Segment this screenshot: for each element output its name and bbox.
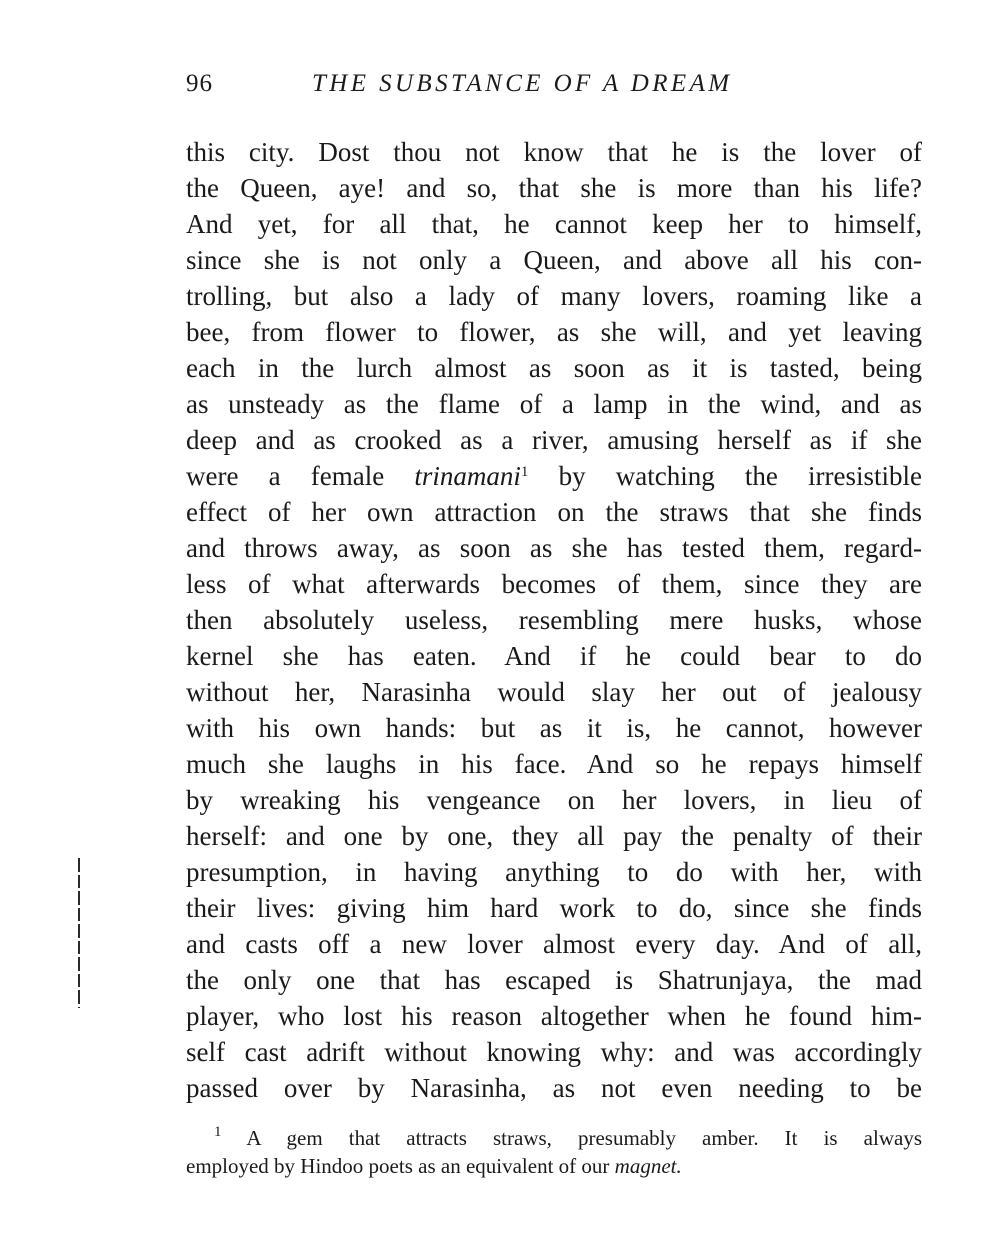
text-line: the only one that has escaped is Shatrunjaya, the mad [186, 965, 922, 995]
text-line: and throws away, as soon as she has tested them, regard- [186, 533, 922, 563]
text-line: since she is not only a Queen, and above all his con- [186, 245, 922, 275]
running-title: THE SUBSTANCE OF A DREAM [312, 70, 733, 97]
text-line: much she laughs in his face. And so he repays himself [186, 749, 922, 779]
text-line: and casts off a new lover almost every day. And of all, [186, 929, 922, 959]
text-segment: were a female [186, 461, 385, 491]
text-line: then absolutely useless, resembling mere husks, whose [186, 605, 922, 635]
text-line: without her, Narasinha would slay her out of jealousy [186, 677, 922, 707]
running-header [186, 70, 922, 106]
text-segment: by watching the irresistible [558, 461, 922, 491]
text-line: player, who lost his reason altogether when he found him- [186, 1001, 922, 1031]
text-line: self cast adrift without knowing why: and was accordingly [186, 1037, 922, 1067]
text-line: And yet, for all that, he cannot keep her to himself, [186, 209, 922, 239]
footnote-mark: 1 [214, 1124, 222, 1140]
text-line: trolling, but also a lady of many lovers, roaming like a [186, 281, 922, 311]
text-line: presumption, in having anything to do with her, with [186, 857, 922, 887]
text-line: the Queen, aye! and so, that she is more than his life? [186, 173, 922, 203]
text-line: by wreaking his vengeance on her lovers, in lieu of [186, 785, 922, 815]
footnote [186, 1124, 922, 1180]
text-line: herself: and one by one, they all pay the penalty of their [186, 821, 922, 851]
text-line: deep and as crooked as a river, amusing herself as if she [186, 425, 922, 455]
page-number: 96 [186, 70, 213, 97]
footnote-line [186, 1152, 922, 1180]
text-line: less of what afterwards becomes of them, since they are [186, 569, 922, 599]
text-line: each in the lurch almost as soon as it is tasted, being [186, 353, 922, 383]
text-line: bee, from flower to flower, as she will, and yet leaving [186, 317, 922, 347]
text-line: effect of her own attraction on the straws that she finds [186, 497, 922, 527]
text-line: passed over by Narasinha, as not even needing to be [186, 1073, 922, 1103]
footnote-text: employed by Hindoo poets as an equivalent of our [186, 1154, 610, 1178]
footnote-text: A gem that attracts straws, presumably amber. It is always [246, 1126, 922, 1150]
body-text [186, 134, 922, 1106]
margin-mark [78, 858, 80, 1008]
italic-term: magnet. [614, 1154, 682, 1178]
text-line: with his own hands: but as it is, he cannot, however [186, 713, 922, 743]
text-line: this city. Dost thou not know that he is the lover of [186, 137, 922, 167]
text-line: their lives: giving him hard work to do, since she finds [186, 893, 922, 923]
text-line [186, 458, 922, 494]
italic-term: trinamani [414, 461, 521, 491]
text-line: kernel she has eaten. And if he could bear to do [186, 641, 922, 671]
text-line: as unsteady as the flame of a lamp in the wind, and as [186, 389, 922, 419]
footnote-line [186, 1124, 922, 1152]
footnote-reference: 1 [520, 464, 529, 480]
